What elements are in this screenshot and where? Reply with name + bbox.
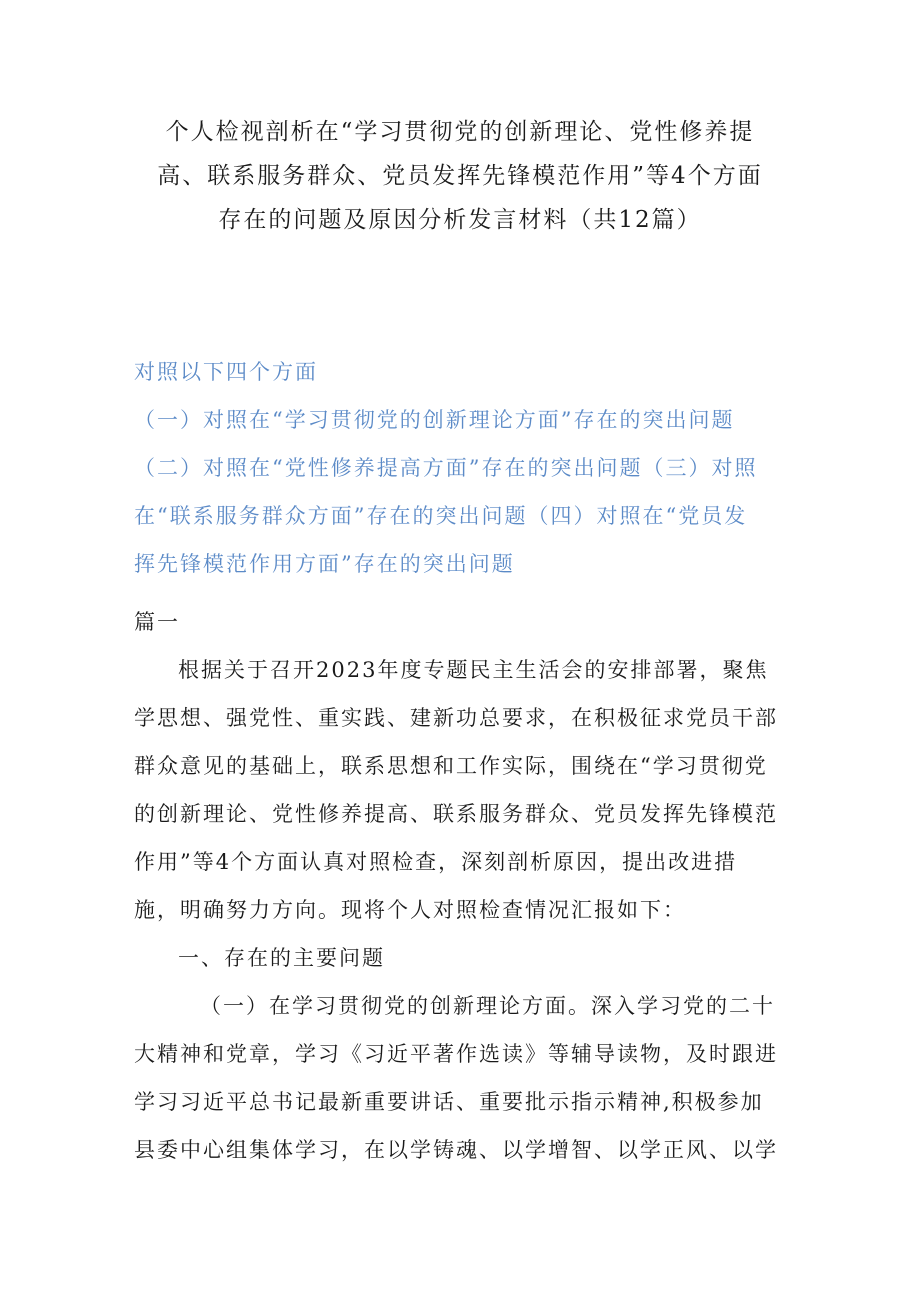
paragraph-line: 根据关于召开2023年度专题民主生活会的安排部署，聚焦 — [178, 658, 769, 682]
toc-line[interactable]: 挥先锋模范作用方面”存在的突出问题 — [134, 552, 515, 576]
document-title — [140, 110, 780, 242]
title-line: 存在的问题及原因分析发言材料（共12篇） — [218, 207, 702, 233]
paragraph-line: 学思想、强党性、重实践、建新功总要求，在积极征求党员干部 — [134, 706, 778, 730]
paragraph-line: 作用”等4个方面认真对照检查，深刻剖析原因，提出改进措 — [134, 850, 738, 874]
toc-line[interactable]: （二）对照在“党性修养提高方面”存在的突出问题（三）对照 — [134, 456, 758, 480]
section-label: 篇一 — [134, 610, 180, 634]
title-line: 个人检视剖析在“学习贯彻党的创新理论、党性修养提 — [165, 119, 755, 145]
paragraph-line: 学习习近平总书记最新重要讲话、重要批示指示精神,积极参加 — [134, 1090, 764, 1114]
paragraph-line: 群众意见的基础上，联系思想和工作实际，围绕在“学习贯彻党 — [134, 754, 768, 778]
paragraph-line: 施，明确努力方向。现将个人对照检查情况汇报如下： — [134, 898, 686, 922]
paragraph-line: 的创新理论、党性修养提高、联系服务群众、党员发挥先锋模范 — [134, 802, 778, 826]
toc-line[interactable]: 在“联系服务群众方面”存在的突出问题（四）对照在“党员发 — [134, 504, 748, 528]
section-heading: 一、存在的主要问题 — [178, 946, 385, 970]
title-line: 高、联系服务群众、党员发挥先锋模范作用”等4个方面 — [157, 163, 763, 189]
paragraph-line: （一）在学习贯彻党的创新理论方面。深入学习党的二十 — [200, 994, 775, 1018]
paragraph-line: 县委中心组集体学习，在以学铸魂、以学增智、以学正风、以学 — [134, 1138, 778, 1162]
table-of-contents — [134, 348, 784, 588]
toc-heading[interactable]: 对照以下四个方面 — [134, 360, 318, 384]
toc-line[interactable]: （一）对照在“学习贯彻党的创新理论方面”存在的突出问题 — [134, 408, 735, 432]
paragraph-line: 大精神和党章，学习《习近平著作选读》等辅导读物，及时跟进 — [134, 1042, 778, 1066]
document-body — [134, 598, 786, 1174]
